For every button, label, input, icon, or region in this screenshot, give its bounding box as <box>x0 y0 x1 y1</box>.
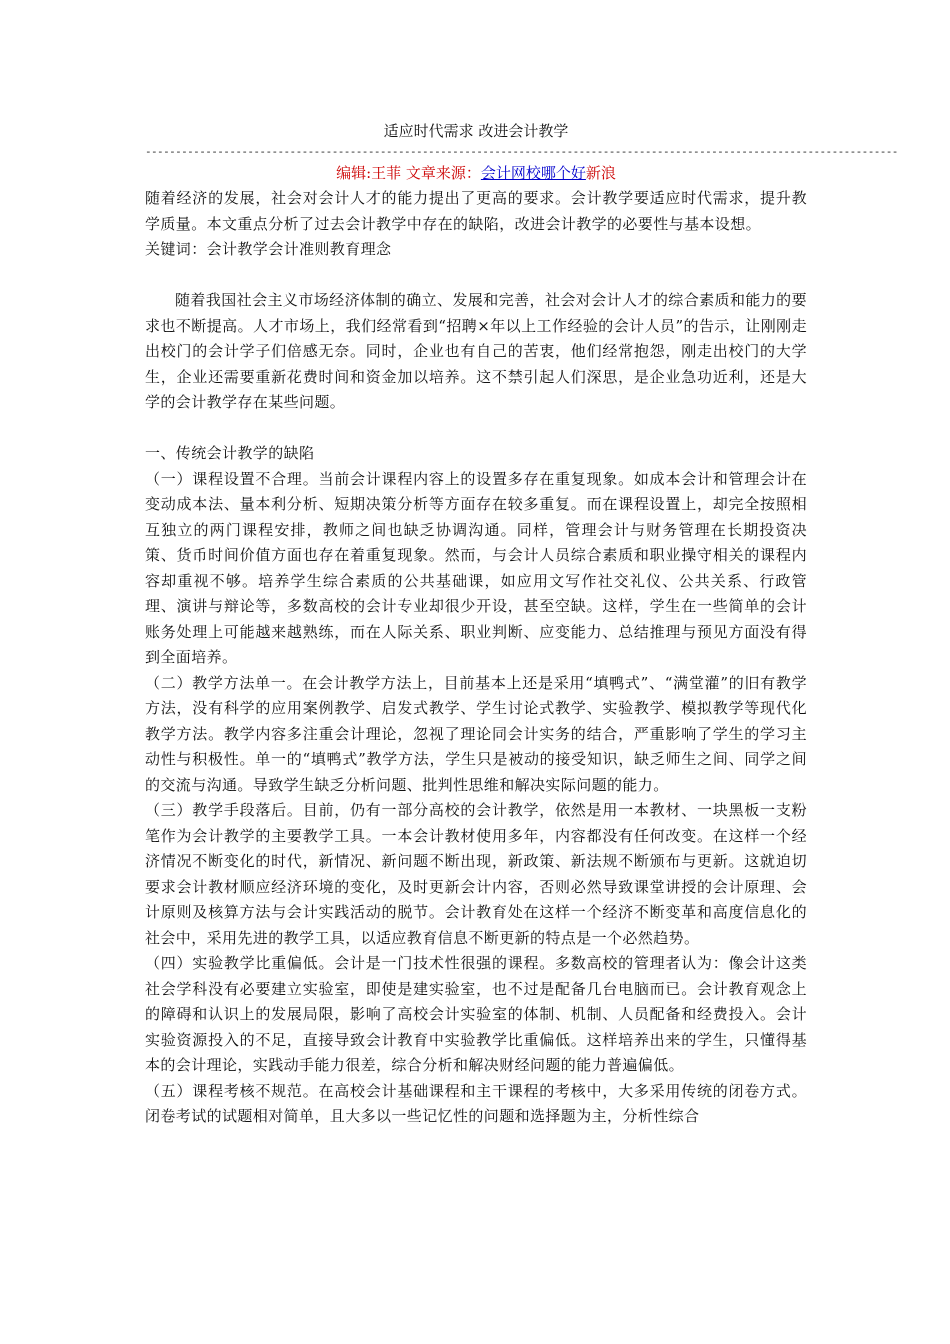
title-divider: ----------------------------------------------------------------------------------------------------------------------------- <box>145 145 898 158</box>
keywords-line: 关键词：会计教学会计准则教育理念 <box>145 240 392 258</box>
article-title: 适应时代需求 改进会计教学 <box>383 122 569 140</box>
abstract-paragraph: 随着经济的发展，社会对会计人才的能力提出了更高的要求。会计教学要适应时代需求，提升教学质量。本文重点分析了过去会计教学中存在的缺陷，改进会计教学的必要性与基本设想。 <box>145 189 807 233</box>
section-heading: 一、传统会计教学的缺陷 <box>145 444 315 462</box>
intro-paragraph: 随着我国社会主义市场经济体制的确立、发展和完善，社会对会计人才的综合素质和能力的要求也不断提高。人才市场上，我们经常看到“招聘×年以上工作经验的会计人员”的告示，让刚刚走出校门的会计学子们倍感无奈。同时，企业也有自己的苦衷，他们经常抱怨，刚走出校门的大学生，企业还需要重新花费时间和资金加以培养。这不禁引起人们深思，是企业急功近利，还是大学的会计教学存在某些问题。 <box>145 291 807 411</box>
byline-editor-source: 编辑:王菲 文章来源： <box>336 164 481 182</box>
document-page <box>145 118 898 1130</box>
blank-line <box>145 263 807 289</box>
byline-source-suffix: 新浪 <box>585 164 616 182</box>
point-paragraph-5: （五）课程考核不规范。在高校会计基础课程和主干课程的考核中，大多采用传统的闭卷方式。闭卷考试的试题相对简单，且大多以一些记忆性的问题和选择题为主，分析性综合 <box>145 1081 807 1125</box>
source-link[interactable]: 会计网校哪个好 <box>480 164 586 182</box>
point-paragraph-4: （四）实验教学比重偏低。会计是一门技术性很强的课程。多数高校的管理者认为：像会计这类社会学科没有必要建立实验室，即使是建实验室，也不过是配备几台电脑而已。会计教育观念上的障碍和认识上的发展局限，影响了高校会计实验室的体制、机制、人员配备和经费投入。会计实验资源投入的不足，直接导致会计教育中实验教学比重偏低。这样培养出来的学生，只懂得基本的会计理论，实践动手能力很差，综合分析和解决财经问题的能力普遍偏低。 <box>145 954 807 1074</box>
byline <box>145 160 807 186</box>
point-paragraph-1: （一）课程设置不合理。当前会计课程内容上的设置多存在重复现象。如成本会计和管理会计在变动成本法、量本利分析、短期决策分析等方面存在较多重复。而在课程设置上，却完全按照相互独立的两门课程安排，教师之间也缺乏协调沟通。同样，管理会计与财务管理在长期投资决策、货币时间价值方面也存在着重复现象。然而，与会计人员综合素质和职业操守相关的课程内容却重视不够。培养学生综合素质的公共基础课，如应用文写作社交礼仪、公共关系、行政管理、演讲与辩论等，多数高校的会计专业却很少开设，甚至空缺。这样，学生在一些简单的会计账务处理上可能越来越熟练，而在人际关系、职业判断、应变能力、总结推理与预见方面没有得到全面培养。 <box>145 469 807 666</box>
blank-line <box>145 416 807 442</box>
point-paragraph-3: （三）教学手段落后。目前，仍有一部分高校的会计教学，依然是用一本教材、一块黑板一支粉笔作为会计教学的主要教学工具。一本会计教材使用多年，内容都没有任何改变。在这样一个经济情况不断变化的时代，新情况、新问题不断出现，新政策、新法规不断颁布与更新。这就迫切要求会计教材顺应经济环境的变化，及时更新会计内容，否则必然导致课堂讲授的会计原理、会计原则及核算方法与会计实践活动的脱节。会计教育处在这样一个经济不断变革和高度信息化的社会中，采用先进的教学工具，以适应教育信息不断更新的特点是一个必然趋势。 <box>145 801 807 947</box>
point-paragraph-2: （二）教学方法单一。在会计教学方法上，目前基本上还是采用“填鸭式”、“满堂灌”的旧有教学方法，没有科学的应用案例教学、启发式教学、学生讨论式教学、实验教学、模拟教学等现代化教学方法。教学内容多注重会计理论，忽视了理论同会计实务的结合，严重影响了学生的学习主动性与积极性。单一的“填鸭式”教学方法，学生只是被动的接受知识，缺乏师生之间、同学之间的交流与沟通。导致学生缺乏分析问题、批判性思维和解决实际问题的能力。 <box>145 673 807 794</box>
